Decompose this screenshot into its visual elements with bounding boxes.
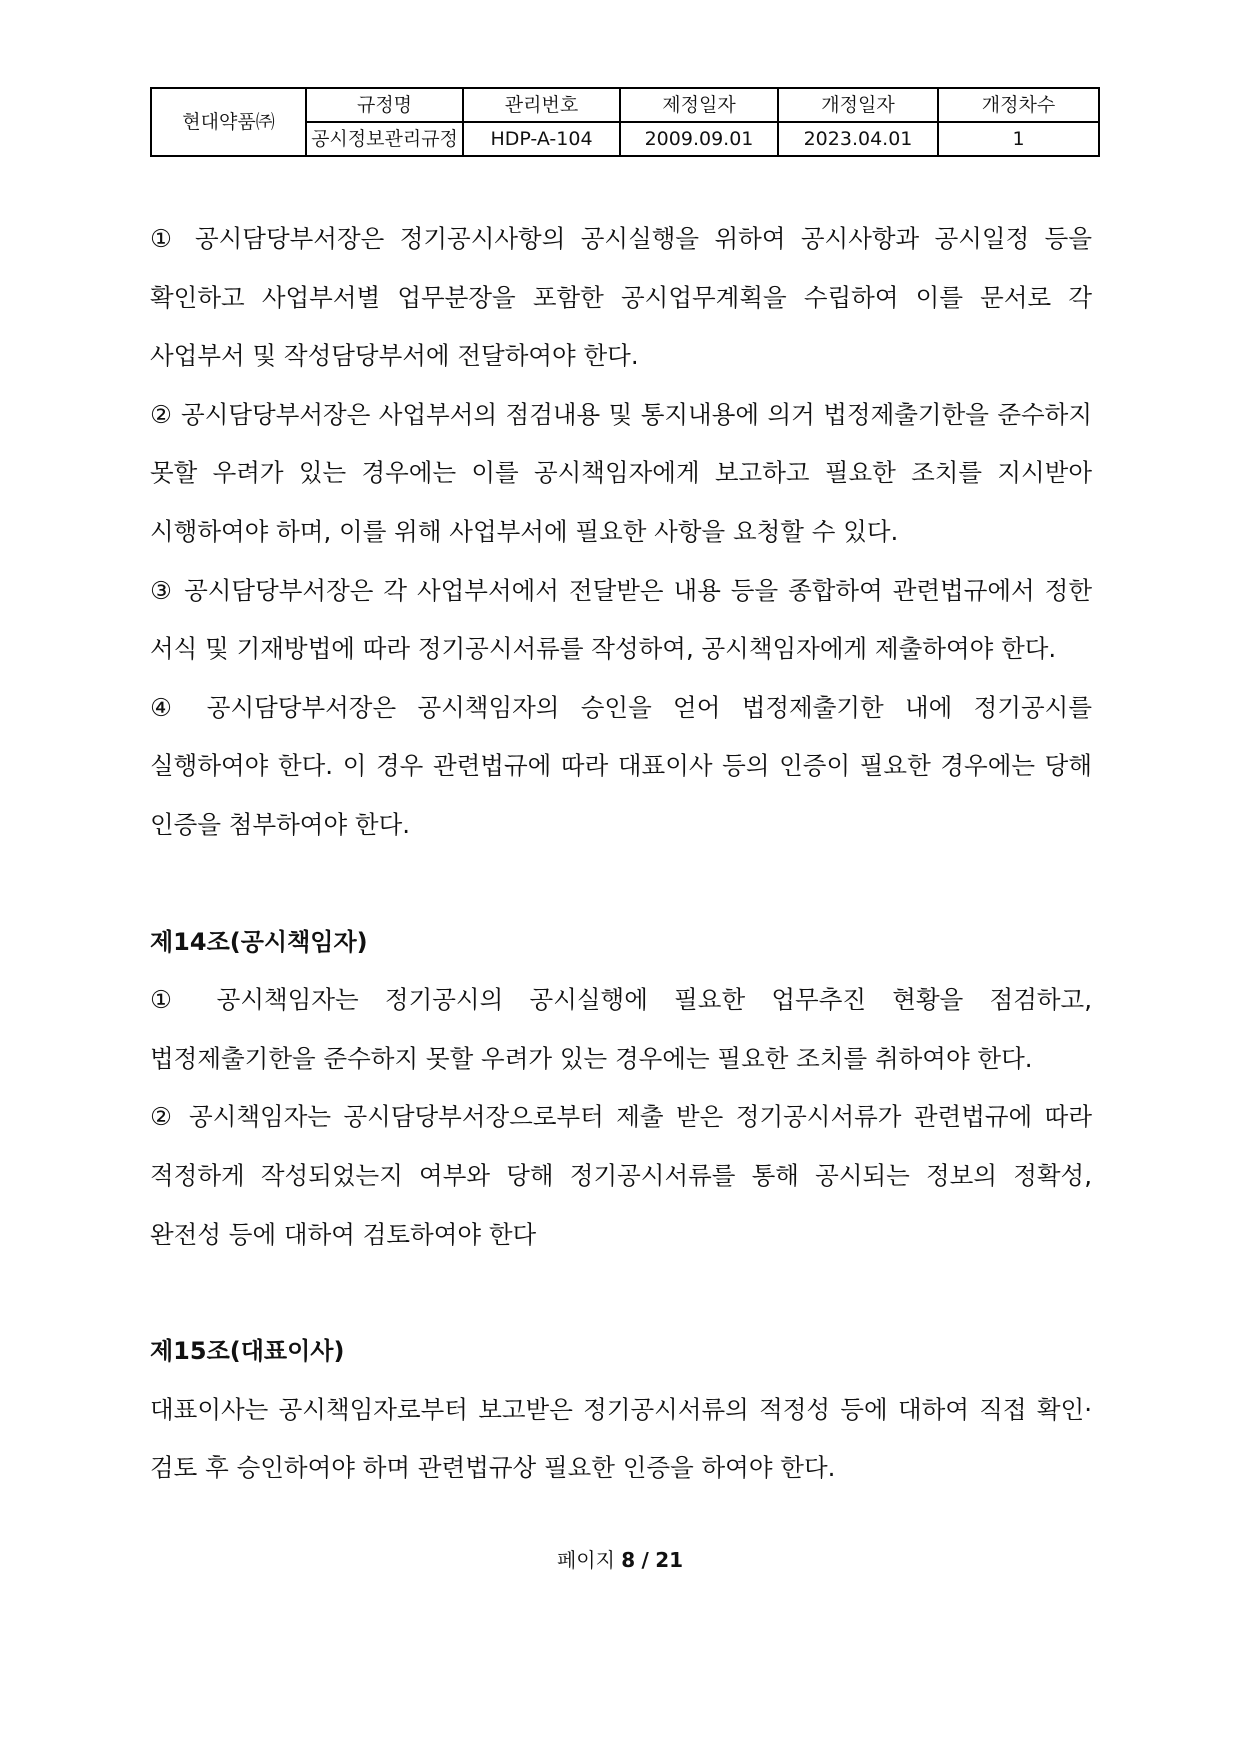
current-page-number: 8	[621, 1548, 636, 1572]
total-page-count: 21	[655, 1548, 684, 1572]
article-14-clause-2: ② 공시책임자는 공시담당부서장으로부터 제출 받은 정기공시서류가 관련법규에 따라 적정하게 작성되었는지 여부와 당해 정기공시서류를 통해 공시되는 정보의 정확성, 완전성 등에 대하여 검토하여야 한다	[150, 1102, 1092, 1249]
column-label-enactment-date: 제정일자	[620, 88, 778, 122]
regulation-name-value: 공시정보관리규정	[306, 122, 463, 156]
article-13-clause-3: ③ 공시담당부서장은 각 사업부서에서 전달받은 내용 등을 종합하여 관련법규에서 정한 서식 및 기재방법에 따라 정기공시서류를 작성하여, 공시책임자에게 제출하여야 한다.	[150, 575, 1092, 664]
column-label-regulation-name: 규정명	[306, 88, 463, 122]
article-13-clause-4: ④ 공시담당부서장은 공시책임자의 승인을 얻어 법정제출기한 내에 정기공시를 실행하여야 한다. 이 경우 관련법규에 따라 대표이사 등의 인증이 필요한 경우에는 당해 인증을 첨부하여야 한다.	[150, 692, 1092, 839]
management-number-value: HDP-A-104	[463, 122, 620, 156]
document-body	[150, 210, 1092, 1498]
column-label-revision-date: 개정일자	[778, 88, 938, 122]
column-label-management-number: 관리번호	[463, 88, 620, 122]
page-separator: /	[641, 1548, 649, 1572]
revision-count-value: 1	[938, 122, 1099, 156]
section-spacer	[150, 1264, 1092, 1322]
page-label: 페이지	[556, 1548, 615, 1572]
header-row-labels	[151, 88, 1099, 122]
article-14-clause-1: ① 공시책임자는 정기공시의 공시실행에 필요한 업무추진 현황을 점검하고, 법정제출기한을 준수하지 못할 우려가 있는 경우에는 필요한 조치를 취하여야 한다.	[150, 985, 1092, 1073]
page-footer	[0, 1544, 1240, 1573]
article-13-clause-2: ② 공시담당부서장은 사업부서의 점검내용 및 통지내용에 의거 법정제출기한을 준수하지 못할 우려가 있는 경우에는 이를 공시책임자에게 보고하고 필요한 조치를 지시받아 시행하여야 하며, 이를 위해 사업부서에 필요한 사항을 요청할 수 있다.	[150, 399, 1092, 546]
column-label-revision-count: 개정차수	[938, 88, 1099, 122]
section-spacer	[150, 855, 1092, 913]
article-15-heading: 제15조(대표이사)	[150, 1337, 345, 1366]
enactment-date-value: 2009.09.01	[620, 122, 778, 156]
revision-date-value: 2023.04.01	[778, 122, 938, 156]
article-15-text: 대표이사는 공시책임자로부터 보고받은 정기공시서류의 적정성 등에 대하여 직접 확인·검토 후 승인하여야 하며 관련법규상 필요한 인증을 하여야 한다.	[150, 1394, 1092, 1483]
company-name: 현대약품㈜	[151, 88, 306, 156]
article-13-clause-1: ① 공시담당부서장은 정기공시사항의 공시실행을 위하여 공시사항과 공시일정 등을 확인하고 사업부서별 업무분장을 포함한 공시업무계획을 수립하여 이를 문서로 각 사업부서 및 작성담당부서에 전달하여야 한다.	[150, 224, 1092, 371]
article-14-heading: 제14조(공시책임자)	[150, 927, 368, 956]
document-header-table	[150, 87, 1100, 157]
